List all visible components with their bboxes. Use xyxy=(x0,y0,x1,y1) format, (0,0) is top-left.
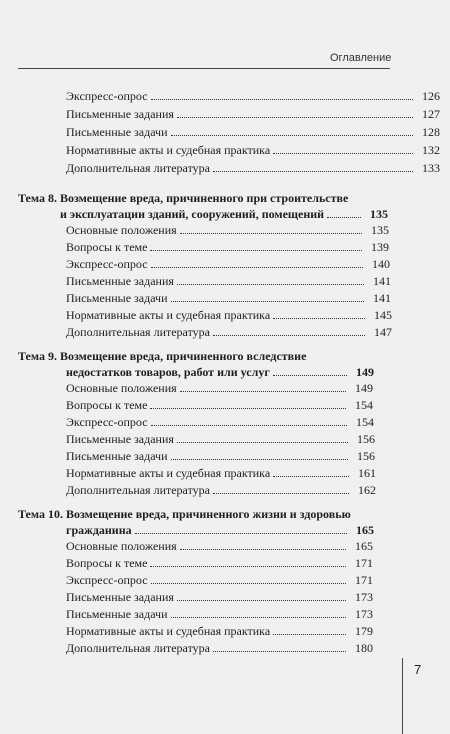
topic-10-title-line1[interactable]: Тема 10. Возмещение вреда, причиненного жизни и здоровью xyxy=(18,507,351,521)
toc-entry[interactable]: Дополнительная литература 180 xyxy=(66,641,373,655)
toc-leader xyxy=(177,284,364,285)
running-head: Оглавление xyxy=(330,52,392,64)
toc-leader xyxy=(151,425,347,426)
toc-leader xyxy=(273,318,365,319)
topic-9-title-line1[interactable]: Тема 9. Возмещение вреда, причиненного вследствие xyxy=(18,349,307,363)
header-rule xyxy=(18,68,390,69)
toc-leader xyxy=(171,301,364,302)
toc-leader xyxy=(213,651,346,652)
toc-entry[interactable]: Дополнительная литература 147 xyxy=(66,325,392,339)
toc-entry[interactable]: Основные положения 135 xyxy=(66,223,389,237)
toc-entry-label: Дополнительная литература xyxy=(66,161,210,175)
toc-entry-page: 133 xyxy=(422,161,440,175)
toc-entry[interactable]: Экспресс-опрос 140 xyxy=(66,257,390,271)
toc-entry[interactable] xyxy=(0,88,440,103)
toc-leader xyxy=(273,476,349,477)
topic-8-title-line2[interactable]: и эксплуатации зданий, сооружений, помещений 135 xyxy=(60,207,388,221)
toc-entry[interactable]: Экспресс-опрос 171 xyxy=(66,573,373,587)
toc-entry[interactable]: Вопросы к теме 139 xyxy=(66,240,389,254)
toc-entry-label: Письменные задания xyxy=(66,107,174,121)
toc-entry-page: 132 xyxy=(422,143,440,157)
toc-leader xyxy=(177,117,413,118)
toc-entry[interactable]: Письменные задания 141 xyxy=(66,274,391,288)
toc-entry[interactable]: Основные положения 165 xyxy=(66,539,373,553)
toc-entry-page: 126 xyxy=(422,89,440,103)
toc-leader xyxy=(180,549,346,550)
toc-leader xyxy=(180,233,362,234)
topic-8-page: 135 xyxy=(370,207,388,221)
page-number: 7 xyxy=(414,662,422,677)
toc-leader xyxy=(151,267,363,268)
toc-leader xyxy=(150,250,362,251)
toc-leader xyxy=(171,459,348,460)
toc-leader xyxy=(180,391,346,392)
toc-leader xyxy=(151,583,346,584)
toc-leader xyxy=(213,493,349,494)
toc-entry[interactable] xyxy=(0,160,440,175)
toc-leader xyxy=(150,566,346,567)
topic-9-title-line2[interactable]: недостатков товаров, работ или услуг 149 xyxy=(66,365,374,379)
toc-leader xyxy=(213,171,413,172)
toc-entry[interactable]: Нормативные акты и судебная практика 145 xyxy=(66,308,392,322)
toc-entry[interactable]: Нормативные акты и судебная практика 161 xyxy=(66,466,376,480)
toc-leader xyxy=(327,217,361,218)
toc-entry[interactable]: Письменные задачи 156 xyxy=(66,449,375,463)
toc-entry[interactable] xyxy=(0,142,440,157)
toc-leader xyxy=(213,335,365,336)
toc-entry[interactable]: Экспресс-опрос 154 xyxy=(66,415,374,429)
toc-entry[interactable]: Письменные задания 173 xyxy=(66,590,373,604)
topic-10-page: 165 xyxy=(356,523,374,537)
toc-entry-label: Письменные задачи xyxy=(66,125,168,139)
topic-9-page: 149 xyxy=(356,365,374,379)
toc-entry-page: 127 xyxy=(422,107,440,121)
toc-entry[interactable]: Дополнительная литература 162 xyxy=(66,483,376,497)
toc-leader xyxy=(135,533,347,534)
toc-leader xyxy=(273,153,413,154)
toc-leader xyxy=(171,617,346,618)
toc-leader xyxy=(273,634,346,635)
toc-entry[interactable]: Письменные задачи 141 xyxy=(66,291,391,305)
toc-entry[interactable]: Нормативные акты и судебная практика 179 xyxy=(66,624,373,638)
footer-rule xyxy=(402,658,403,734)
toc-leader xyxy=(177,600,346,601)
topic-8-title-line1[interactable]: Тема 8. Возмещение вреда, причиненного при строительстве xyxy=(18,191,349,205)
toc-leader xyxy=(273,375,347,376)
toc-leader xyxy=(171,135,413,136)
topic-10-title-line2[interactable]: гражданина 165 xyxy=(66,523,374,537)
toc-entry[interactable]: Основные положения 149 xyxy=(66,381,373,395)
toc-leader xyxy=(151,99,413,100)
toc-entry-page: 128 xyxy=(422,125,440,139)
toc-entry[interactable]: Письменные задачи 173 xyxy=(66,607,373,621)
toc-entry[interactable]: Вопросы к теме 154 xyxy=(66,398,373,412)
toc-leader xyxy=(177,442,348,443)
toc-entry-label: Экспресс-опрос xyxy=(66,89,148,103)
toc-entry[interactable] xyxy=(0,106,440,121)
toc-leader xyxy=(150,408,346,409)
toc-entry[interactable]: Письменные задания 156 xyxy=(66,432,375,446)
toc-entry-label: Нормативные акты и судебная практика xyxy=(66,143,271,157)
toc-entry[interactable]: Вопросы к теме 171 xyxy=(66,556,373,570)
toc-entry[interactable] xyxy=(0,124,440,139)
